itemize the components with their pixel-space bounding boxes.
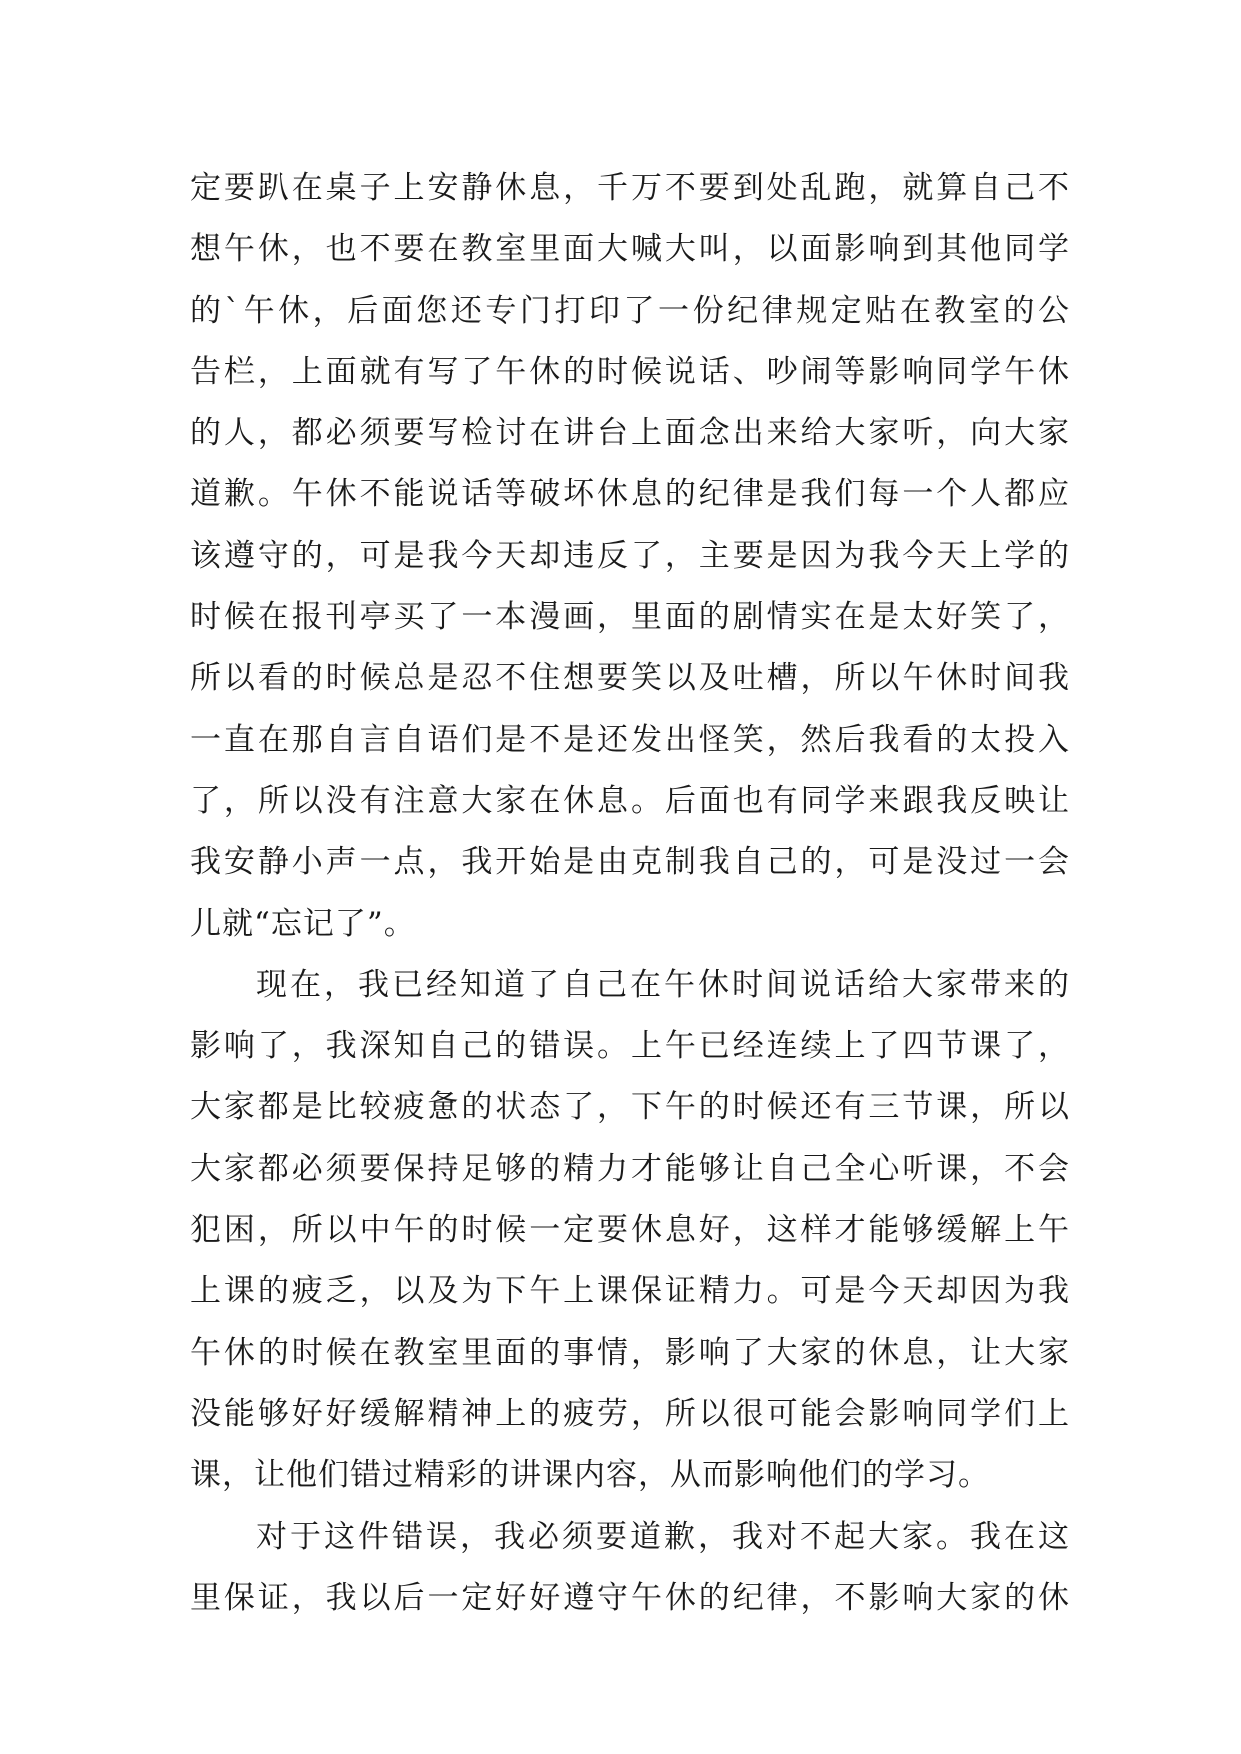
text-line: 时候在报刊亭买了一本漫画，里面的剧情实在是太好笑了， — [190, 599, 1070, 636]
text-line: 没能够好好缓解精神上的疲劳，所以很可能会影响同学们上 — [190, 1395, 1070, 1432]
text-line: 影响了，我深知自己的错误。上午已经连续上了四节课了， — [190, 1028, 1070, 1065]
paragraph-start-line: 对于这件错误，我必须要道歉，我对不起大家。我在这 — [256, 1518, 1070, 1555]
text-line: 我安静小声一点，我开始是由克制我自己的，可是没过一会 — [190, 844, 1070, 881]
text-line: 定要趴在桌子上安静休息，千万不要到处乱跑，就算自己不 — [190, 170, 1070, 206]
text-line: 犯困，所以中午的时候一定要休息好，这样才能够缓解上午 — [190, 1212, 1070, 1249]
text-line: 所以看的时候总是忍不住想要笑以及吐槽，所以午休时间我 — [190, 660, 1070, 697]
paragraph-end-line: 儿就“忘记了”。 — [190, 905, 416, 942]
text-line: 该遵守的，可是我今天却违反了，主要是因为我今天上学的 — [190, 537, 1070, 574]
text-line: 的人，都必须要写检讨在讲台上面念出来给大家听，向大家 — [190, 415, 1070, 452]
text-line: 大家都是比较疲惫的状态了，下午的时候还有三节课，所以 — [190, 1089, 1070, 1126]
text-line: 大家都必须要保持足够的精力才能够让自己全心听课，不会 — [190, 1150, 1070, 1187]
paragraph-start-line: 现在，我已经知道了自己在午休时间说话给大家带来的 — [256, 966, 1070, 1003]
text-line: 里保证，我以后一定好好遵守午休的纪律，不影响大家的休 — [190, 1579, 1070, 1616]
text-line: 的`午休，后面您还专门打印了一份纪律规定贴在教室的公 — [190, 292, 1070, 329]
text-line: 告栏，上面就有写了午休的时候说话、吵闹等影响同学午休 — [190, 353, 1070, 390]
paragraph-end-line: 课，让他们错过精彩的讲课内容，从而影响他们的学习。 — [190, 1457, 990, 1494]
text-line: 午休的时候在教室里面的事情，影响了大家的休息，让大家 — [190, 1334, 1070, 1371]
body-text — [190, 158, 1070, 1629]
text-line: 了，所以没有注意大家在休息。后面也有同学来跟我反映让 — [190, 782, 1070, 819]
text-line: 上课的疲乏，以及为下午上课保证精力。可是今天却因为我 — [190, 1273, 1070, 1310]
text-line: 想午休，也不要在教室里面大喊大叫，以面影响到其他同学 — [190, 231, 1070, 268]
text-line: 道歉。午休不能说话等破坏休息的纪律是我们每一个人都应 — [190, 476, 1070, 513]
text-line: 一直在那自言自语们是不是还发出怪笑，然后我看的太投入 — [190, 721, 1070, 758]
